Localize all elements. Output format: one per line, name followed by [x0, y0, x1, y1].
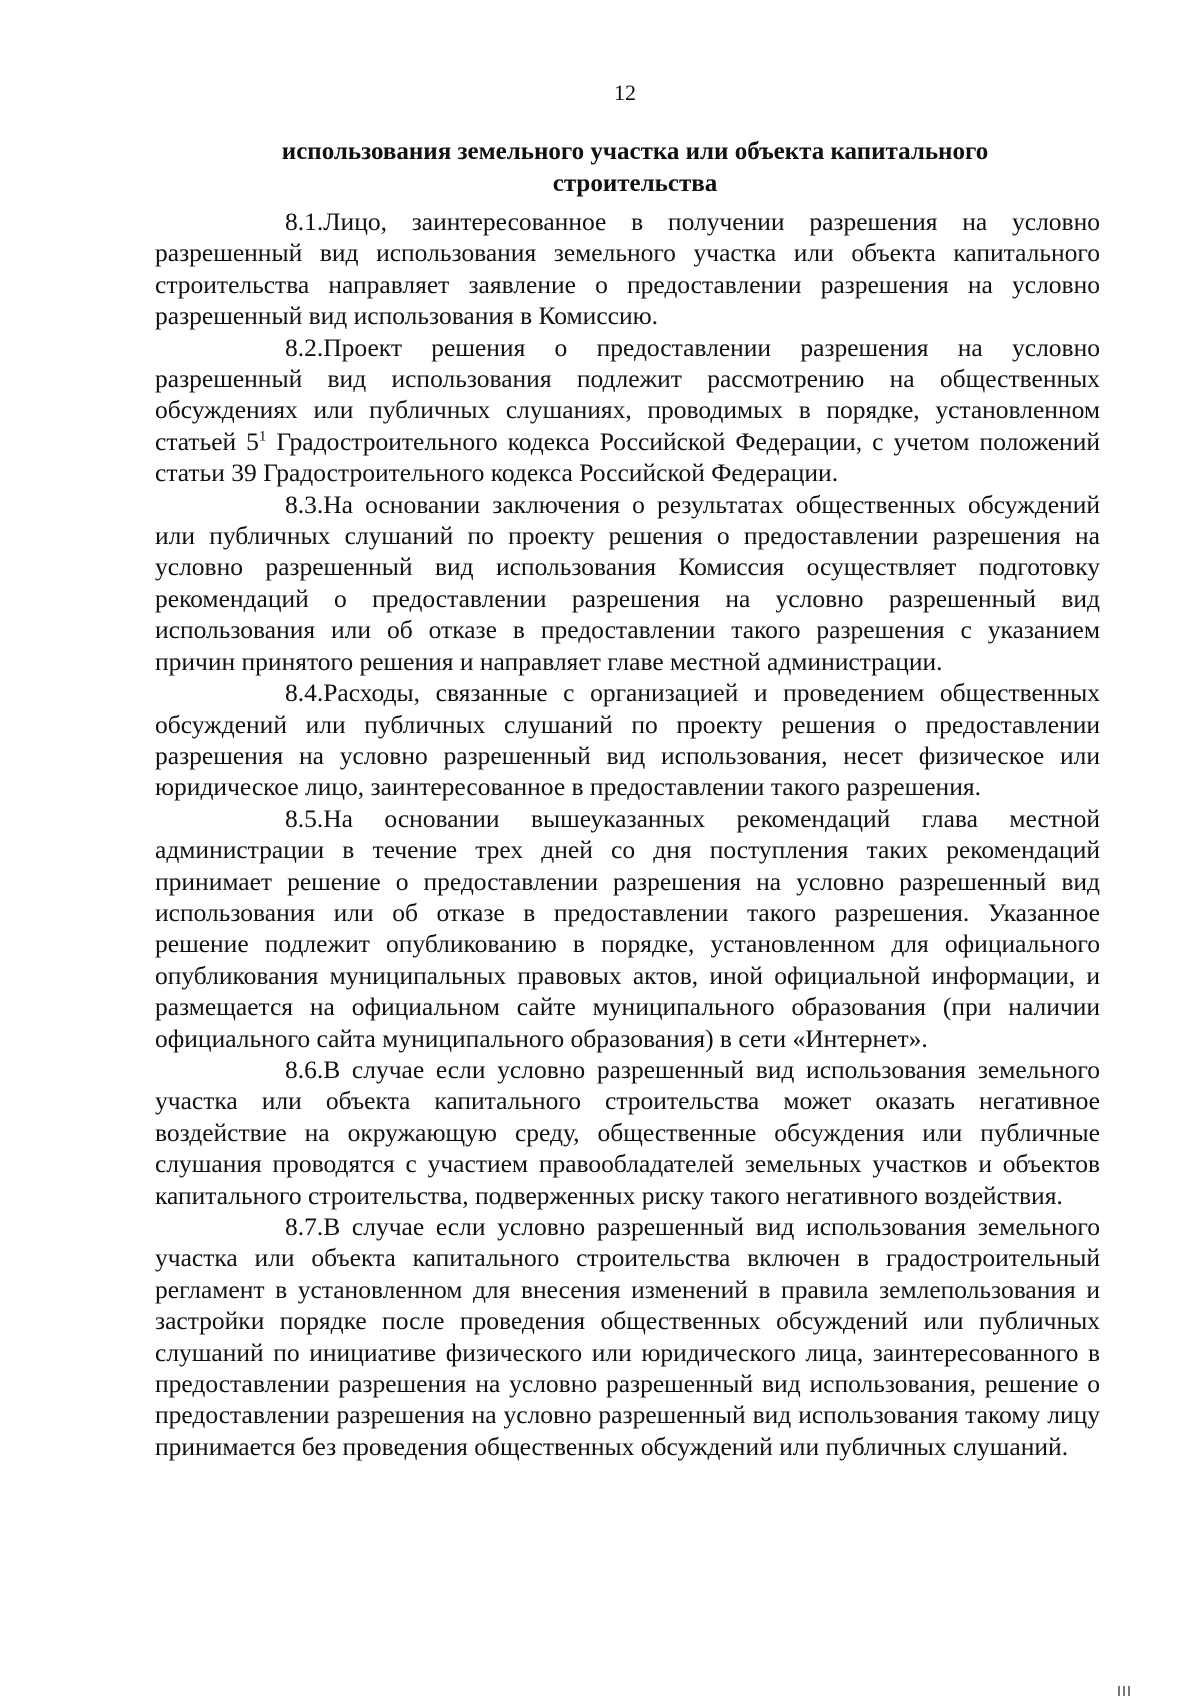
document-body — [155, 206, 1100, 1462]
paragraph-text: Лицо, заинтересованное в получении разрешения на условно разрешенный вид использования земельного участка или объекта капитального строительства направляет заявление о предоставлении разрешения на условно разрешенный вид использования в Комиссию. — [155, 207, 1100, 331]
paragraph-number: 8.4. — [285, 678, 324, 708]
paragraph-number: 8.5. — [285, 803, 324, 833]
paragraph-8-6 — [155, 1054, 1100, 1211]
paragraph-8-4 — [155, 677, 1100, 803]
paragraph-number: 8.3. — [285, 489, 324, 519]
scan-mark — [1118, 1683, 1140, 1693]
paragraph-text: В случае если условно разрешенный вид использования земельного участка или объекта капитального строительства может оказать негативное воздействие на окружающую среду, общественные обсуждения или публичные слушания проводятся с участием правообладателей земельных участков и объектов капитального строительства, подверженных риску такого негативного воздействия. — [155, 1054, 1100, 1210]
paragraph-8-1 — [155, 206, 1100, 332]
paragraph-text: На основании вышеуказанных рекомендаций глава местной администрации в течение трех дней со дня поступления таких рекомендаций принимает решение о предоставлении разрешения на условно разрешенный вид использования или об отказе в предоставлении такого разрешения. Указанное решение подлежит опубликованию в порядке, установленном для официального опубликования муниципальных правовых актов, иной официальной информации, и размещается на официальном сайте муниципального образования (при наличии официального сайта муниципального образования) в сети «Интернет». — [155, 803, 1100, 1053]
paragraph-8-3 — [155, 489, 1100, 677]
paragraph-8-2 — [155, 332, 1100, 489]
paragraph-8-7 — [155, 1211, 1100, 1462]
paragraph-number: 8.2. — [285, 332, 324, 362]
section-heading: использования земельного участка или объекта капитального строительства — [281, 138, 989, 197]
paragraph-text: Расходы, связанные с организацией и проведением общественных обсуждений или публичных слушаний по проекту решения о предоставлении разрешения на условно разрешенный вид использования, несет физическое или юридическое лицо, заинтересованное в предоставлении такого разрешения. — [155, 678, 1100, 802]
paragraph-text-continued: Градостроительного кодекса Российской Федерации, с учетом положений статьи 39 Градостроительного кодекса Российской Федерации. — [155, 426, 1100, 488]
paragraph-text: Проект решения о предоставлении разрешения на условно разрешенный вид использования подлежит рассмотрению на общественных обсуждениях или публичных слушаниях, проводимых в порядке, установленном статьей 5 — [155, 332, 1100, 456]
paragraph-number: 8.6. — [285, 1054, 324, 1084]
superscript: 1 — [258, 428, 267, 445]
paragraph-number: 8.7. — [285, 1212, 324, 1241]
paragraph-text: В случае если условно разрешенный вид использования земельного участка или объекта капитального строительства включен в градостроительный регламент в установленном для внесения изменений в правила землепользования и застройки порядке после проведения общественных обсуждений или публичных слушаний по инициативе физического или юридического лица, заинтересованного в предоставлении разрешения на условно разрешенный вид использования, решение о предоставлении разрешения на условно разрешенный вид использования такому лицу принимается без проведения общественных обсуждений или публичных слушаний. — [155, 1212, 1100, 1461]
page-number: 12 — [614, 80, 636, 105]
paragraph-text: На основании заключения о результатах общественных обсуждений или публичных слушаний по проекту решения о предоставлении разрешения на условно разрешенный вид использования Комиссия осуществляет подготовку рекомендаций о предоставлении разрешения на условно разрешенный вид использования или об отказе в предоставлении такого разрешения с указанием причин принятого решения и направляет главе местной администрации. — [155, 489, 1100, 676]
paragraph-number: 8.1. — [285, 207, 324, 236]
paragraph-8-5 — [155, 803, 1100, 1054]
